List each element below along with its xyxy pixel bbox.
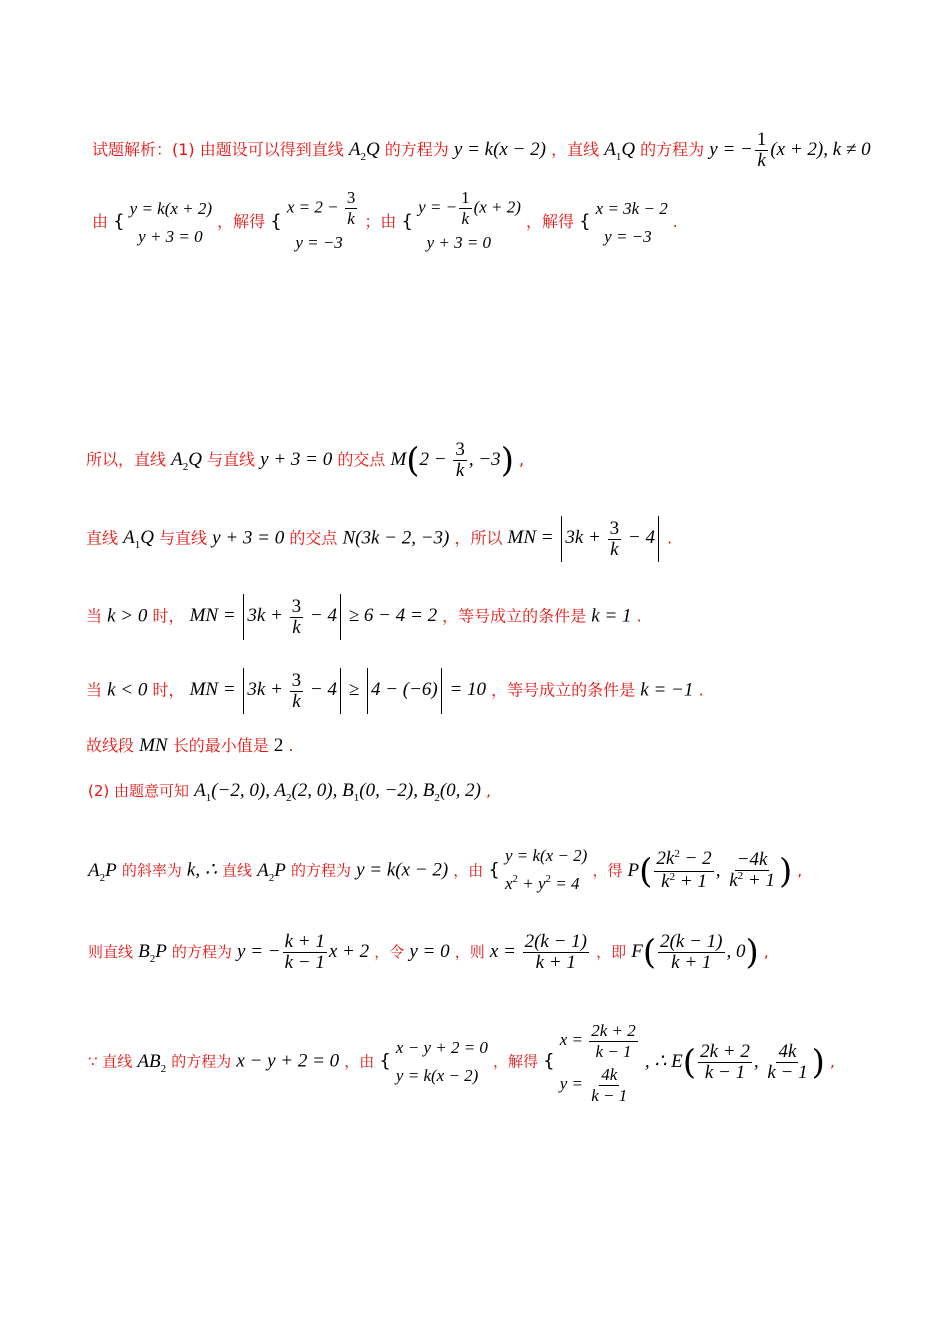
line-7: 故线段 MN 长的最小值是 2 . bbox=[86, 735, 294, 756]
line-2: 由 { y = k(x + 2) y + 3 = 0 ，解得 { x = 2 − $\frac{3}{k}$ y = −3 ；由 { y = − $\frac{1}{k}$ (x + 2) y + 3 = 0 ，解得 { x = 3k − 2 y = −3 . bbox=[92, 188, 678, 252]
line-6: 当 k < 0 时， MN = 3k + $\frac{3}{k}$ − 4 ≥ 4 − (−6) = 10 ，等号成立的条件是 k = −1 . bbox=[86, 668, 704, 714]
line-11: ∵ 直线 $AB_2$ 的方程为 x − y + 2 = 0 ，由 { x − y + 2 = 0 y = k(x − 2) ，解得 { x = $\frac{2k + 2}{k - 1}$ y = $\frac{4k}{k - 1}$ , ∴ E( $\frac{2k + 2}{k - 1}$ , $\frac{4k}{k - 1}$ ) , bbox=[88, 1020, 835, 1105]
line-4: 直线 $A_1Q$ 与直线 y + 3 = 0 的交点 N(3k − 2, −3) ，所以 MN = 3k + $\frac{3}{k}$ − 4 . bbox=[86, 516, 672, 562]
line-3: 所以，直线 $A_2Q$ 与直线 y + 3 = 0 的交点 M(2 − $\frac{3}{k}$ , −3) , bbox=[86, 439, 525, 481]
line-10: 则直线 $B_2P$ 的方程为 y = − $\frac{k + 1}{k - 1}$ x + 2 ，令 y = 0 ，则 x = $\frac{2(k - 1)}{k + 1}$ ，即 F( $\frac{2(k - 1)}{k + 1}$ , 0) , bbox=[88, 931, 769, 973]
line-5: 当 k > 0 时， MN = 3k + $\frac{3}{k}$ − 4 ≥ 6 − 4 = 2 ，等号成立的条件是 k = 1 . bbox=[86, 594, 642, 640]
line-1: 试题解析：(1) 由题设可以得到直线 $A_2Q$ 的方程为 y = k(x − 2) ，直线 $A_1Q$ 的方程为 y = − $\frac{1}{k}$ (x + 2), k ≠ 0 bbox=[92, 129, 871, 171]
line-9: $A_2P$ 的斜率为 k, ∴ 直线 $A_2P$ 的方程为 y = k(x − 2) ，由 { y = k(x − 2) $x^2 + y^2 = 4$ ，得 P( $\frac{2k^2 - 2}{k^2 + 1}$ , $\frac{-4k}{k^2 + 1}$ ) , bbox=[88, 846, 803, 893]
line-8: (2) 由题意可知 $A_1(-2$, 0), $A_2(2$, 0), $B_1(0$, −2), $B_2(0$, 2) , bbox=[88, 780, 491, 804]
